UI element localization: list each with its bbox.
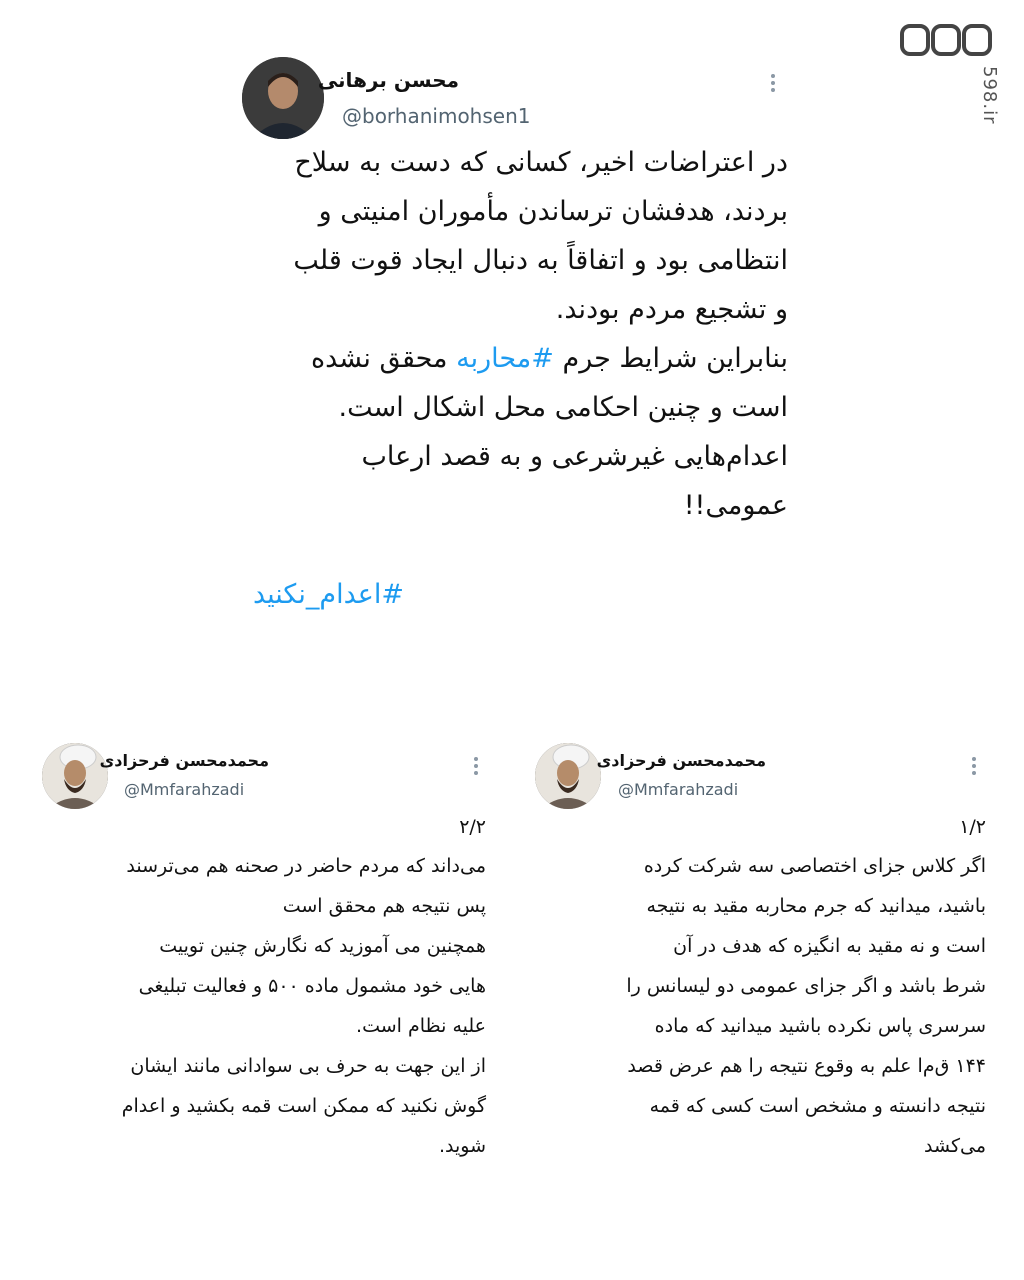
- tweet-line: می‌کشد: [924, 1135, 986, 1157]
- thread-counter: ۱/۲: [959, 816, 986, 838]
- tweet-line: نتیجه دانسته و مشخص است کسی که قمه: [649, 1095, 986, 1117]
- tweet-line: می‌داند که مردم حاضر در صحنه هم می‌ترسند: [126, 855, 486, 877]
- more-vertical-icon[interactable]: [972, 754, 976, 778]
- hashtag-link[interactable]: #محاربه: [456, 343, 554, 374]
- tweet-text: محقق نشده: [310, 343, 448, 374]
- author-name[interactable]: محمدمحسن فرحزادی: [596, 751, 766, 770]
- tweet-line: اعدام‌هایی غیرشرعی و به قصد ارعاب: [361, 441, 788, 472]
- tweet-line: هایی خود مشمول ماده ۵۰۰ و فعالیت تبلیغی: [138, 975, 486, 997]
- author-name[interactable]: محسن برهانی: [317, 68, 459, 92]
- tweet-line: باشید، میدانید که جرم محاربه مقید به نتیجه: [646, 895, 986, 917]
- tweet-line: و تشجیع مردم بودند.: [555, 294, 788, 325]
- hashtag-link[interactable]: #اعدام_نکنید: [252, 579, 404, 610]
- tweet-line: همچنین می آموزید که نگارش چنین توییت: [159, 935, 486, 957]
- logo-mark-icon: [900, 22, 992, 58]
- tweet-text: بنابراین شرایط جرم: [562, 343, 788, 374]
- thread-counter: ۲/۲: [459, 816, 486, 838]
- tweet-line: پس نتیجه هم محقق است: [282, 895, 486, 917]
- site-url-watermark: 598.ir: [979, 66, 1000, 125]
- tweet-line: اگر کلاس جزای اختصاصی سه شرکت کرده: [643, 855, 986, 877]
- tweet-line: از این جهت به حرف بی سوادانی مانند ایشان: [130, 1055, 486, 1077]
- tweet-line: [311, 334, 788, 383]
- author-handle[interactable]: @Mmfarahzadi: [618, 780, 739, 799]
- avatar[interactable]: [535, 743, 601, 809]
- tweet-line: در اعتراضات اخیر، کسانی که دست به سلاح: [294, 147, 788, 178]
- tweet-line: گوش نکنید که ممکن است قمه بکشید و اعدام: [121, 1095, 486, 1117]
- tweet-line: عمومی!!: [683, 490, 788, 521]
- more-vertical-icon[interactable]: [474, 754, 478, 778]
- author-handle[interactable]: @Mmfarahzadi: [124, 780, 245, 799]
- svg-text:598: 598: [938, 39, 954, 48]
- tweet-line: شوید.: [438, 1135, 486, 1157]
- tweet-line: بردند، هدفشان ترساندن مأموران امنیتی و: [318, 196, 788, 227]
- tweet-line: است و نه مقید به انگیزه که هدف در آن: [673, 935, 986, 957]
- avatar[interactable]: [42, 743, 108, 809]
- tweet-line: شرط باشد و اگر جزای عمومی دو لیسانس را: [626, 975, 986, 997]
- tweet-line: ۱۴۴ ق‌م‌ا علم به وقوع نتیجه را هم عرض قصد: [627, 1055, 986, 1077]
- site-logo: [900, 22, 992, 58]
- author-handle[interactable]: @borhanimohsen1: [342, 104, 531, 128]
- tweet-line: انتظامی بود و اتفاقاً به دنبال ایجاد قوت قلب: [293, 245, 788, 276]
- author-name[interactable]: محمدمحسن فرحزادی: [99, 751, 269, 770]
- tweet-line: سرسری پاس نکرده باشید میدانید که ماده: [654, 1015, 986, 1037]
- tweet-line: علیه نظام است.: [356, 1015, 486, 1037]
- avatar[interactable]: [242, 57, 324, 139]
- more-vertical-icon[interactable]: [771, 71, 775, 95]
- tweet-line: است و چنین احکامی محل اشکال است.: [338, 392, 788, 423]
